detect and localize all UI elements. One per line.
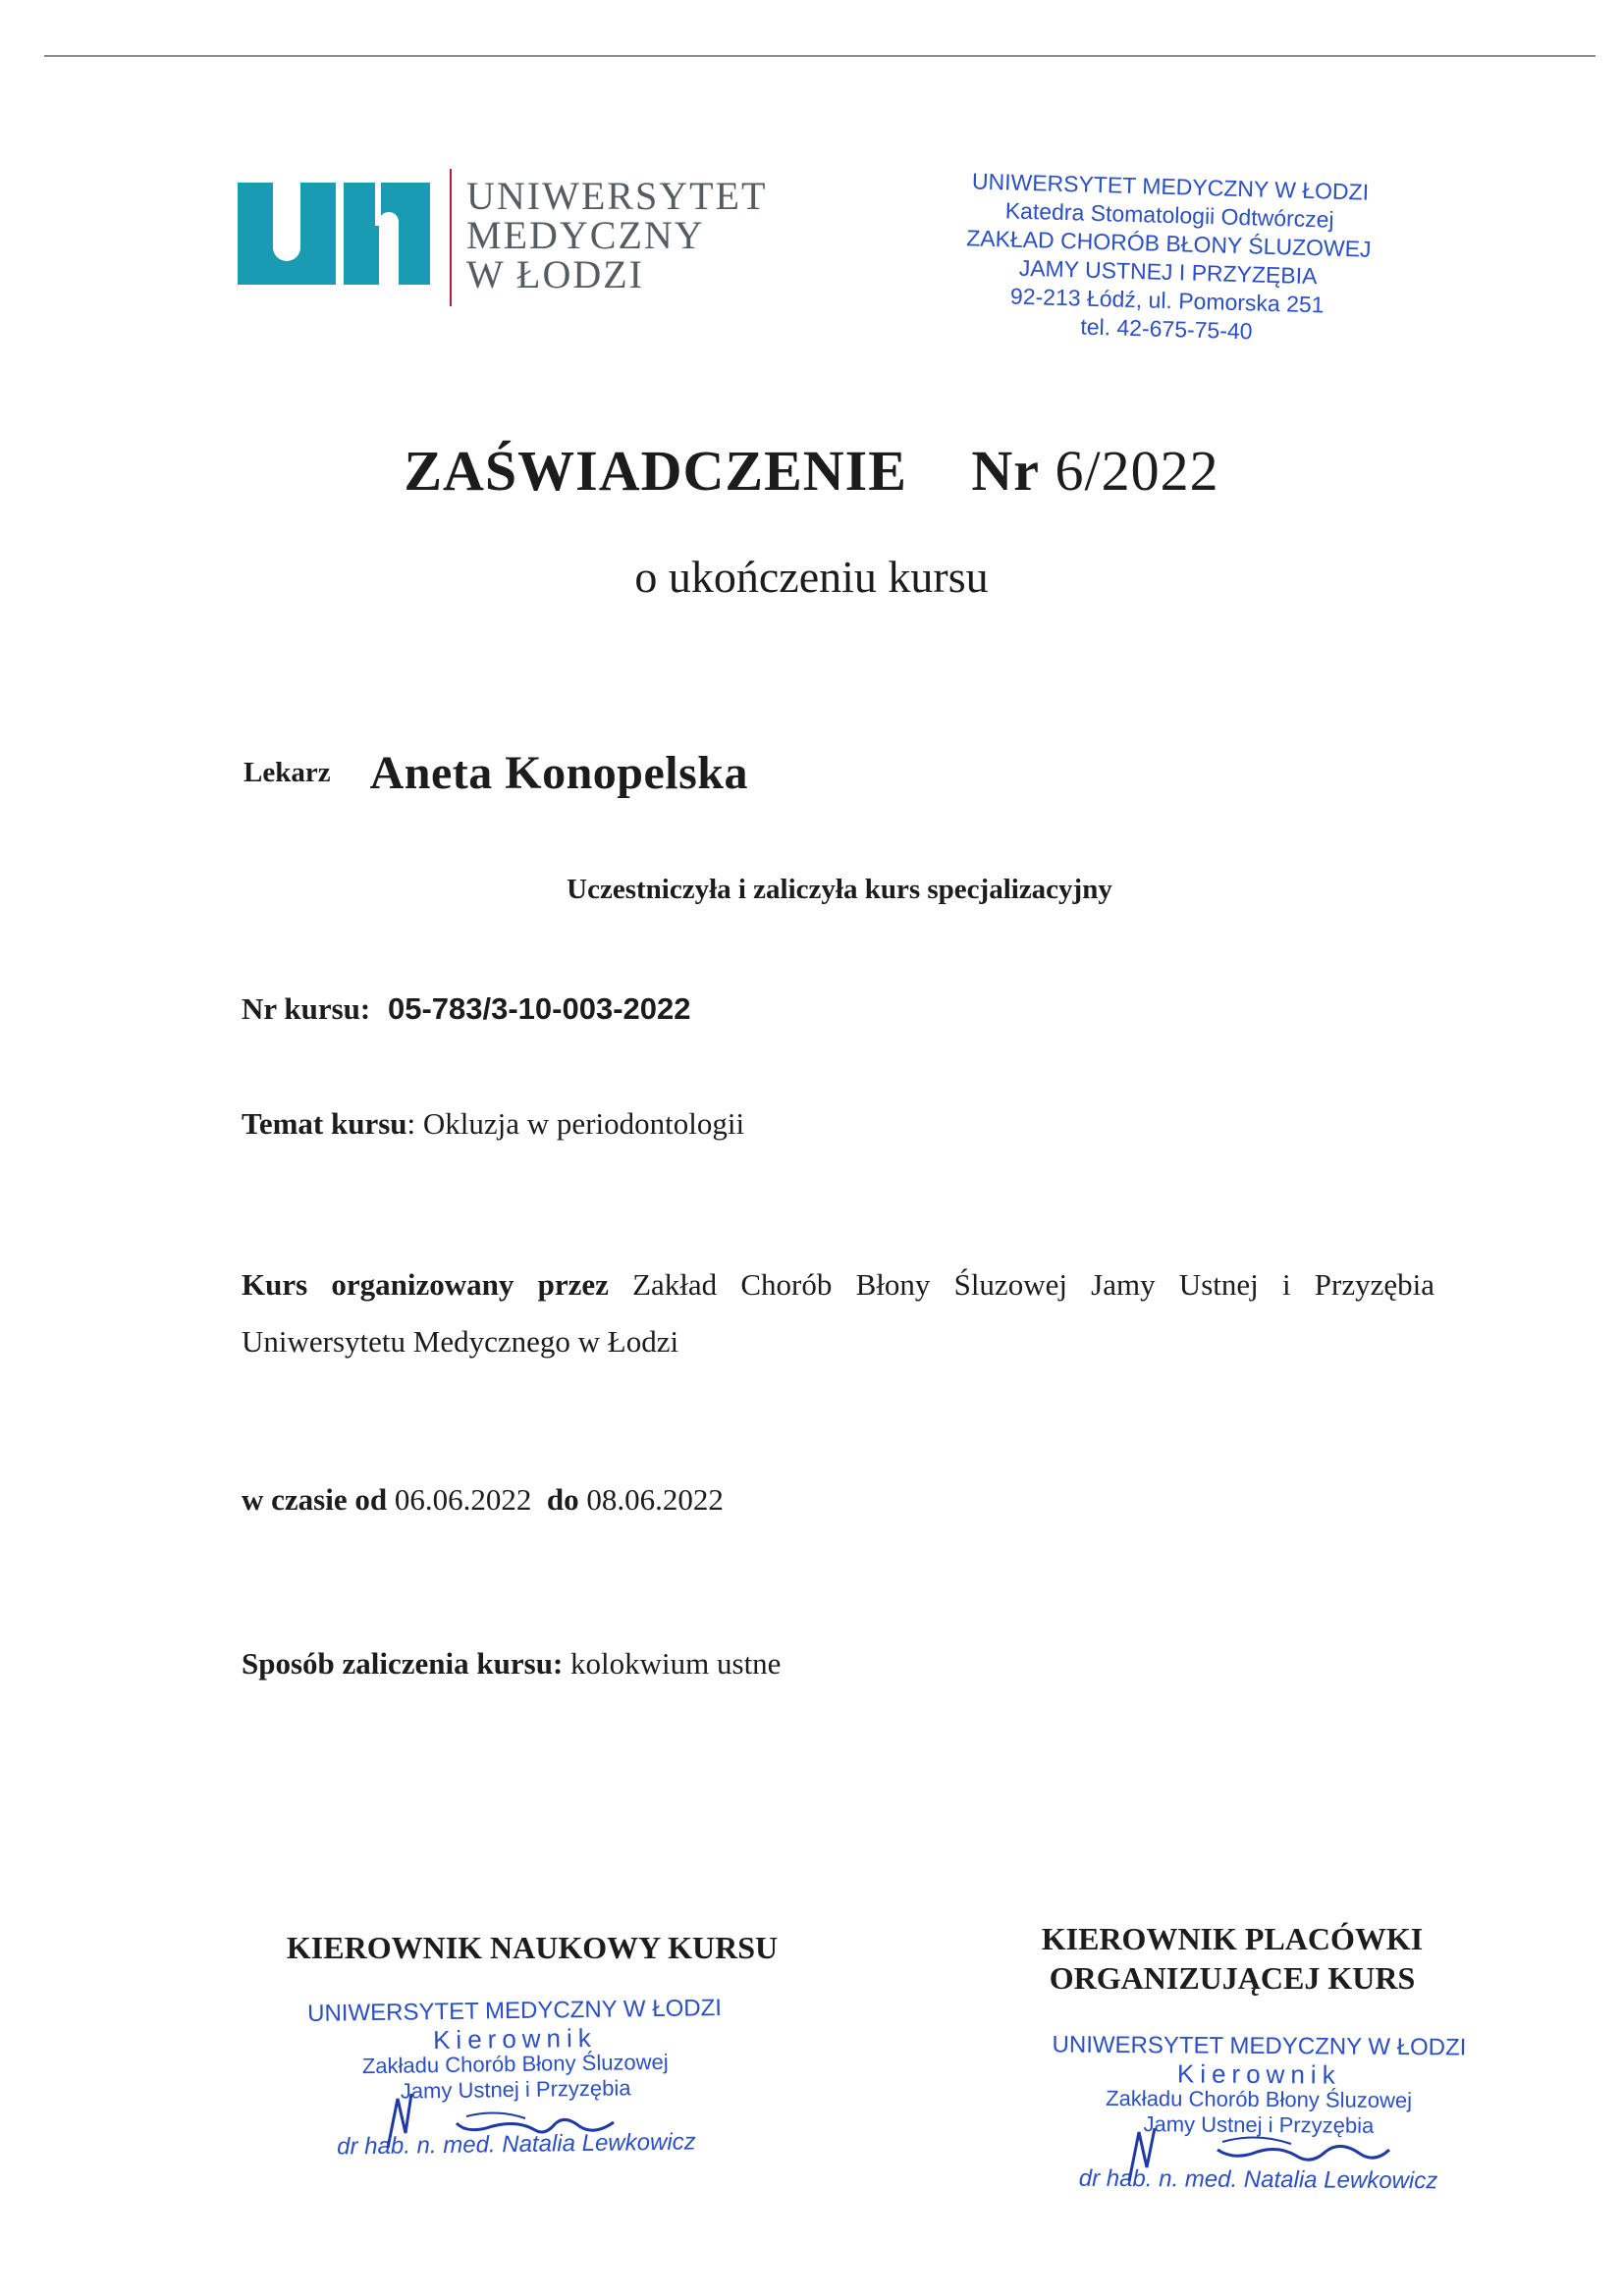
- left-stamp-unit-2: Jamy Ustnej i Przyzębia: [400, 2075, 631, 2104]
- logo-line-1: UNIWERSYTET: [466, 174, 768, 218]
- stamp-line-address: 92-213 Łódź, ul. Pomorska 251: [1009, 283, 1325, 318]
- left-stamp-role: Kierownik: [432, 2022, 598, 2056]
- left-stamp-person: dr hab. n. med. Natalia Lewkowicz: [337, 2128, 696, 2161]
- course-topic-line: [242, 1104, 744, 1144]
- course-topic-label: Temat kursu: [242, 1106, 407, 1141]
- university-logo-mark-icon: [238, 183, 430, 285]
- university-logo-text: [466, 174, 768, 296]
- stamp-line-unit-2: JAMY USTNEJ I PRZYZĘBIA: [1018, 254, 1318, 290]
- course-organizer-label: Kurs organizowany przez: [242, 1267, 609, 1302]
- department-stamp: [911, 166, 1427, 350]
- title-main: ZAŚWIADCZENIE: [404, 439, 907, 503]
- period-from-label: w czasie od: [242, 1482, 388, 1517]
- right-stamp-unit-2: Jamy Ustnej i Przyzębia: [1143, 2111, 1375, 2138]
- facility-director-heading: [1021, 1919, 1443, 1998]
- logo-separator: [450, 169, 452, 306]
- top-border-line: [44, 55, 1596, 57]
- title-number-label: Nr: [971, 439, 1041, 503]
- document-subtitle: o ukończeniu kursu: [634, 552, 989, 602]
- logo-line-2: MEDYCZNY: [466, 213, 705, 257]
- course-organizer-paragraph: [242, 1256, 1434, 1370]
- course-topic-value: : Okluzja w periodontologii: [406, 1106, 745, 1141]
- recipient-label: Lekarz: [243, 757, 331, 788]
- title-number: 6/2022: [1055, 439, 1219, 503]
- right-handwritten-signature: [1109, 2110, 1404, 2189]
- completion-method-line: [242, 1644, 781, 1683]
- stamp-line-university: UNIWERSYTET MEDYCZNY W ŁODZI: [971, 168, 1370, 205]
- stamp-line-unit: ZAKŁAD CHORÓB BŁONY ŚLUZOWEJ: [965, 225, 1372, 262]
- scientific-director-heading: KIEROWNIK NAUKOWY KURSU: [286, 1930, 779, 1965]
- completion-method-label: Sposób zaliczenia kursu:: [242, 1646, 564, 1681]
- course-organizer-value: Zakład Chorób Błony Śluzowej Jamy Ustnej i Przyzębia Uniwersytetu Medycznego w Łodzi: [242, 1267, 1434, 1359]
- left-handwritten-signature: [368, 2079, 643, 2158]
- left-stamp-university: UNIWERSYTET MEDYCZNY W ŁODZI: [306, 1995, 723, 2027]
- period-to-date: 08.06.2022: [586, 1482, 724, 1517]
- completion-method-value: kolokwium ustne: [570, 1646, 782, 1681]
- course-number-label: Nr kursu:: [242, 991, 371, 1026]
- recipient-name: Aneta Konopelska: [369, 747, 748, 799]
- right-stamp-unit: Zakładu Chorób Błony Śluzowej: [1106, 2085, 1413, 2113]
- recipient-line: [243, 746, 748, 800]
- right-stamp-person: dr hab. n. med. Natalia Lewkowicz: [1078, 2164, 1438, 2195]
- document-title: [0, 437, 1623, 506]
- right-stamp-university: UNIWERSYTET MEDYCZNY W ŁODZI: [1052, 2031, 1467, 2061]
- course-number-line: [242, 989, 691, 1029]
- stamp-line-department: Katedra Stomatologii Odtwórczej: [1004, 197, 1334, 233]
- stamp-line-phone: tel. 42-675-75-40: [1080, 313, 1253, 345]
- course-period-line: [242, 1480, 724, 1520]
- period-to-label: do: [546, 1482, 579, 1517]
- course-number-value: 05-783/3-10-003-2022: [387, 991, 691, 1026]
- facility-director-heading-line-1: KIEROWNIK PLACÓWKI: [1041, 1921, 1424, 1956]
- period-from-date: 06.06.2022: [394, 1482, 532, 1517]
- facility-director-heading-line-2: ORGANIZUJĄCEJ KURS: [1049, 1960, 1416, 1996]
- completion-statement: Uczestniczyła i zaliczyła kurs specjalizacyjny: [567, 874, 1112, 905]
- logo-line-3: W ŁODZI: [466, 252, 644, 296]
- right-stamp-role: Kierownik: [1176, 2058, 1341, 2090]
- left-stamp-unit: Zakładu Chorób Błony Śluzowej: [361, 2049, 669, 2079]
